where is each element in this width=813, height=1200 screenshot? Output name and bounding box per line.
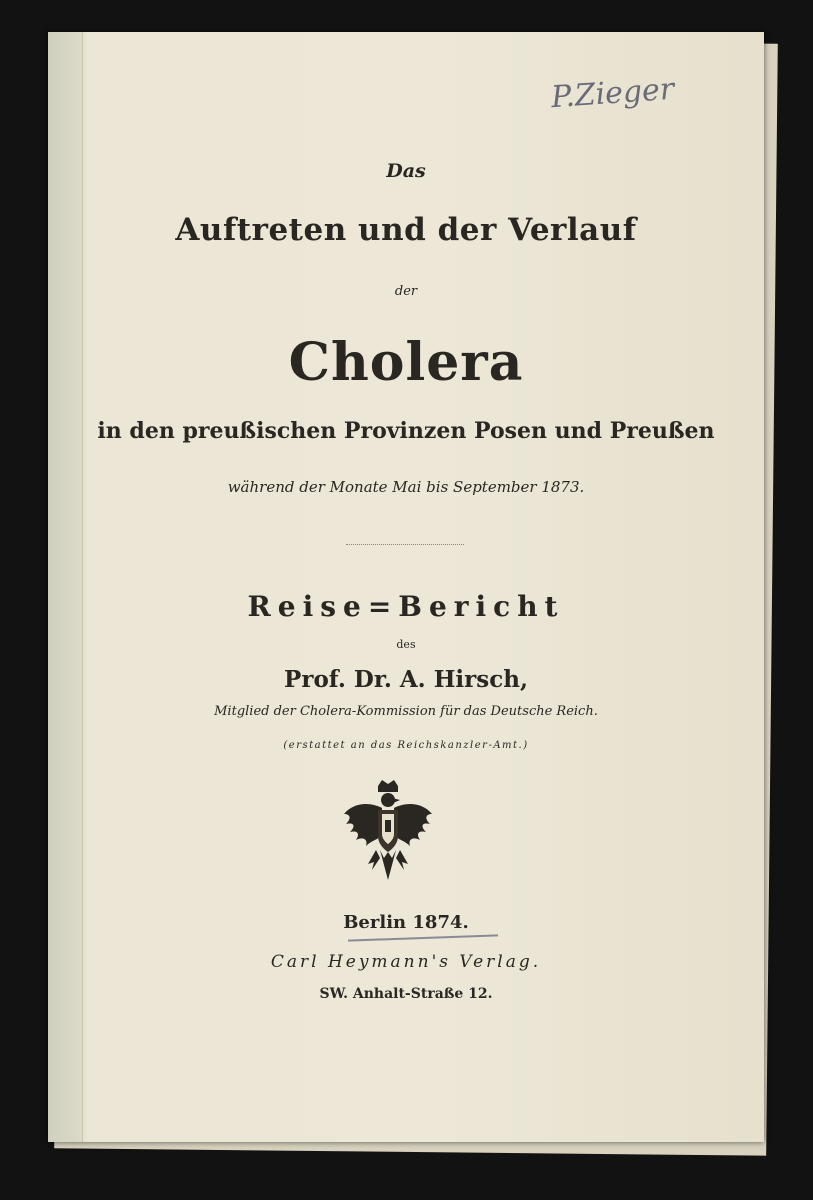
title-page-content [48,32,764,1142]
report-des: des [396,638,416,651]
title-main: Auftreten und der Verlauf [175,212,637,248]
imperial-eagle-icon [340,780,436,890]
title-das: Das [386,160,426,182]
pencil-underline [348,934,498,941]
report-heading: Reise=Bericht [247,590,565,623]
author-name: Prof. Dr. A. Hirsch, [284,666,528,693]
handwritten-signature: P.Zieger [549,71,676,116]
imprint-publisher: Carl Heymann's Verlag. [270,952,542,972]
imprint-place-year: Berlin 1874. [343,912,469,933]
author-role: Mitglied der Cholera-Kommission für das Deutsche Reich. [214,704,598,719]
title-cholera: Cholera [288,332,524,393]
title-page [48,32,764,1142]
imprint-address: SW. Anhalt-Straße 12. [319,986,493,1002]
divider-rule [346,544,464,545]
title-der: der [394,284,418,299]
title-months: während der Monate Mai bis September 1873. [227,478,585,496]
report-note: (erstattet an das Reichskanzler-Amt.) [283,740,529,751]
title-provinces: in den preußischen Provinzen Posen und Preußen [97,418,715,444]
